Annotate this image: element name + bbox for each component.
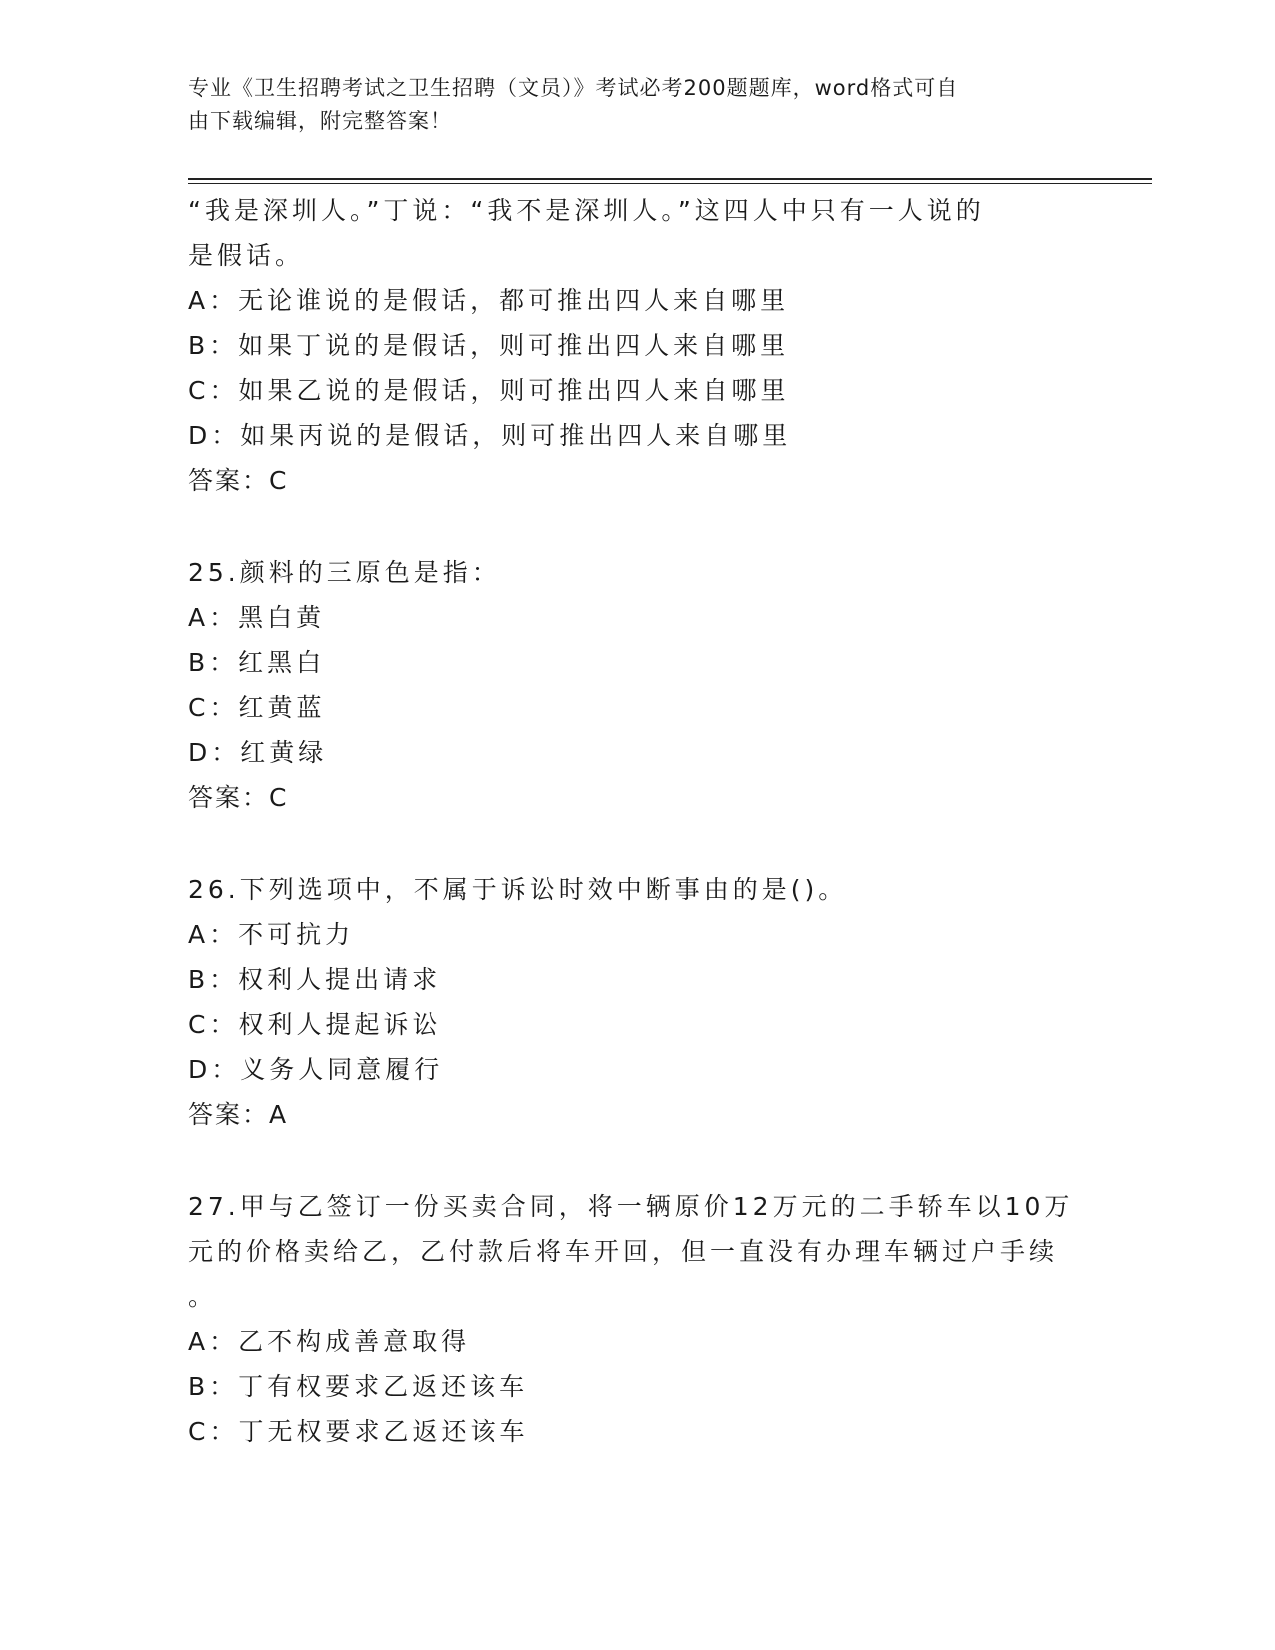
question-stem-line: “我是深圳人。”丁说：“我不是深圳人。”这四人中只有一人说的 [188, 196, 985, 225]
question-list [188, 188, 1088, 1454]
option-b: B：红黑白 [188, 648, 326, 677]
answer-line: 答案：C [188, 466, 289, 495]
option-d: D：红黄绿 [188, 738, 328, 767]
question-stem-line: 是假话。 [188, 241, 305, 270]
question-26 [188, 867, 1088, 1137]
option-c: C：红黄蓝 [188, 693, 326, 722]
header-divider-thick [188, 178, 1152, 180]
option-a: A：黑白黄 [188, 603, 326, 632]
question-stem-line: 25.颜料的三原色是指： [188, 558, 501, 587]
answer-line: 答案：C [188, 783, 289, 812]
document-header [188, 72, 1068, 138]
option-a: A：不可抗力 [188, 920, 355, 949]
option-d: D：如果丙说的是假话，则可推出四人来自哪里 [188, 421, 792, 450]
option-c: C：如果乙说的是假话，则可推出四人来自哪里 [188, 376, 790, 405]
option-c: C：丁无权要求乙返还该车 [188, 1417, 529, 1446]
option-b: B：如果丁说的是假话，则可推出四人来自哪里 [188, 331, 790, 360]
question-25 [188, 550, 1088, 820]
option-c: C：权利人提起诉讼 [188, 1010, 442, 1039]
question-stem-line: 元的价格卖给乙，乙付款后将车开回，但一直没有办理车辆过户手续 [188, 1237, 1059, 1266]
option-a: A：乙不构成善意取得 [188, 1327, 471, 1356]
question-stem-line: 。 [188, 1282, 218, 1311]
option-b: B：权利人提出请求 [188, 965, 442, 994]
option-a: A：无论谁说的是假话，都可推出四人来自哪里 [188, 286, 790, 315]
header-title-line-1: 专业《卫生招聘考试之卫生招聘（文员）》考试必考200题题库，word格式可自 [188, 76, 959, 100]
question-stem-line: 27.甲与乙签订一份买卖合同，将一辆原价12万元的二手轿车以10万 [188, 1192, 1074, 1221]
option-b: B：丁有权要求乙返还该车 [188, 1372, 529, 1401]
option-d: D：义务人同意履行 [188, 1055, 444, 1084]
header-divider-thin [188, 183, 1152, 184]
answer-line: 答案：A [188, 1100, 289, 1129]
question-24 [188, 188, 1088, 503]
question-27 [188, 1184, 1088, 1454]
header-title-line-2: 由下载编辑，附完整答案！ [188, 109, 452, 133]
question-stem-line: 26.下列选项中，不属于诉讼时效中断事由的是()。 [188, 875, 848, 904]
